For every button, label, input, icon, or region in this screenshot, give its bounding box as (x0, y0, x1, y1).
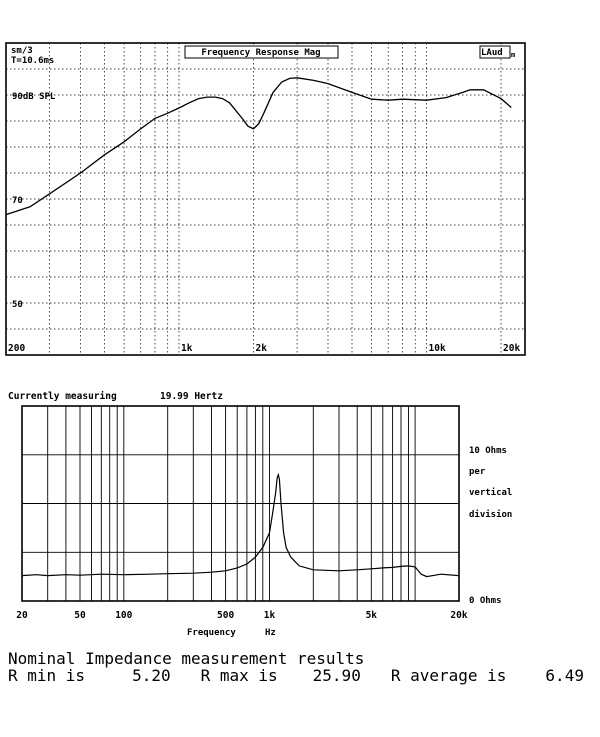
ravg-value: 6.49 (545, 666, 584, 685)
fr-y-tick-label: 70 (12, 196, 23, 206)
imp-scale-note-2: per (469, 467, 486, 477)
imp-x-tick-label: 500 (217, 610, 235, 621)
imp-y-bottom-label: 0 Ohms (469, 596, 502, 606)
status-label: Currently measuring (8, 391, 117, 402)
fr-y-tick-label: 90dB SPL (12, 92, 56, 102)
fr-cursor-m: m (511, 51, 516, 59)
fr-series-line (6, 78, 511, 215)
rmin-value: 5.20 (132, 666, 171, 685)
fr-x-tick-label: 20k (503, 343, 521, 354)
imp-x-tick-label: 1k (263, 610, 276, 621)
fr-x-tick-label: 2k (255, 343, 267, 354)
fr-x-tick-label: 200 (8, 343, 26, 354)
frequency-response-chart (6, 43, 525, 355)
rmin-label: R min is (8, 666, 86, 685)
results-heading: Nominal Impedance measurement results (8, 649, 365, 668)
fr-time-label: T=10.6ms (11, 56, 55, 66)
results-line (8, 668, 584, 684)
imp-x-tick-label: 50 (74, 610, 86, 621)
fr-x-tick-label: 10k (428, 343, 446, 354)
fr-x-tick-labels (8, 343, 520, 354)
fr-smoothing-label: sm/3 (11, 46, 33, 56)
fr-x-tick-label: 1k (181, 343, 193, 354)
imp-grid (22, 406, 459, 601)
imp-x-tick-labels (16, 610, 468, 621)
imp-scale-note-4: division (469, 510, 513, 520)
imp-x-tick-label: 5k (365, 610, 378, 621)
ravg-label: R average is (390, 666, 507, 685)
status-value: 19.99 Hertz (160, 391, 223, 402)
imp-x-tick-label: 20k (450, 610, 468, 621)
imp-scale-note-1: 10 Ohms (469, 446, 507, 456)
imp-x-axis-unit: Hz (265, 628, 276, 638)
imp-series-line (22, 475, 459, 577)
fr-y-tick-label: 50 (12, 300, 23, 310)
fr-grid (6, 43, 525, 355)
imp-x-tick-label: 20 (16, 610, 28, 621)
imp-x-tick-label: 100 (115, 610, 133, 621)
fr-cursor-label: LAud (481, 48, 503, 58)
impedance-chart (16, 406, 512, 638)
imp-scale-note-3: vertical (469, 488, 513, 498)
rmax-label: R max is (200, 666, 278, 685)
imp-x-axis-label: Frequency (187, 628, 236, 638)
fr-title: Frequency Response Mag (201, 48, 321, 58)
rmax-value: 25.90 (312, 666, 361, 685)
